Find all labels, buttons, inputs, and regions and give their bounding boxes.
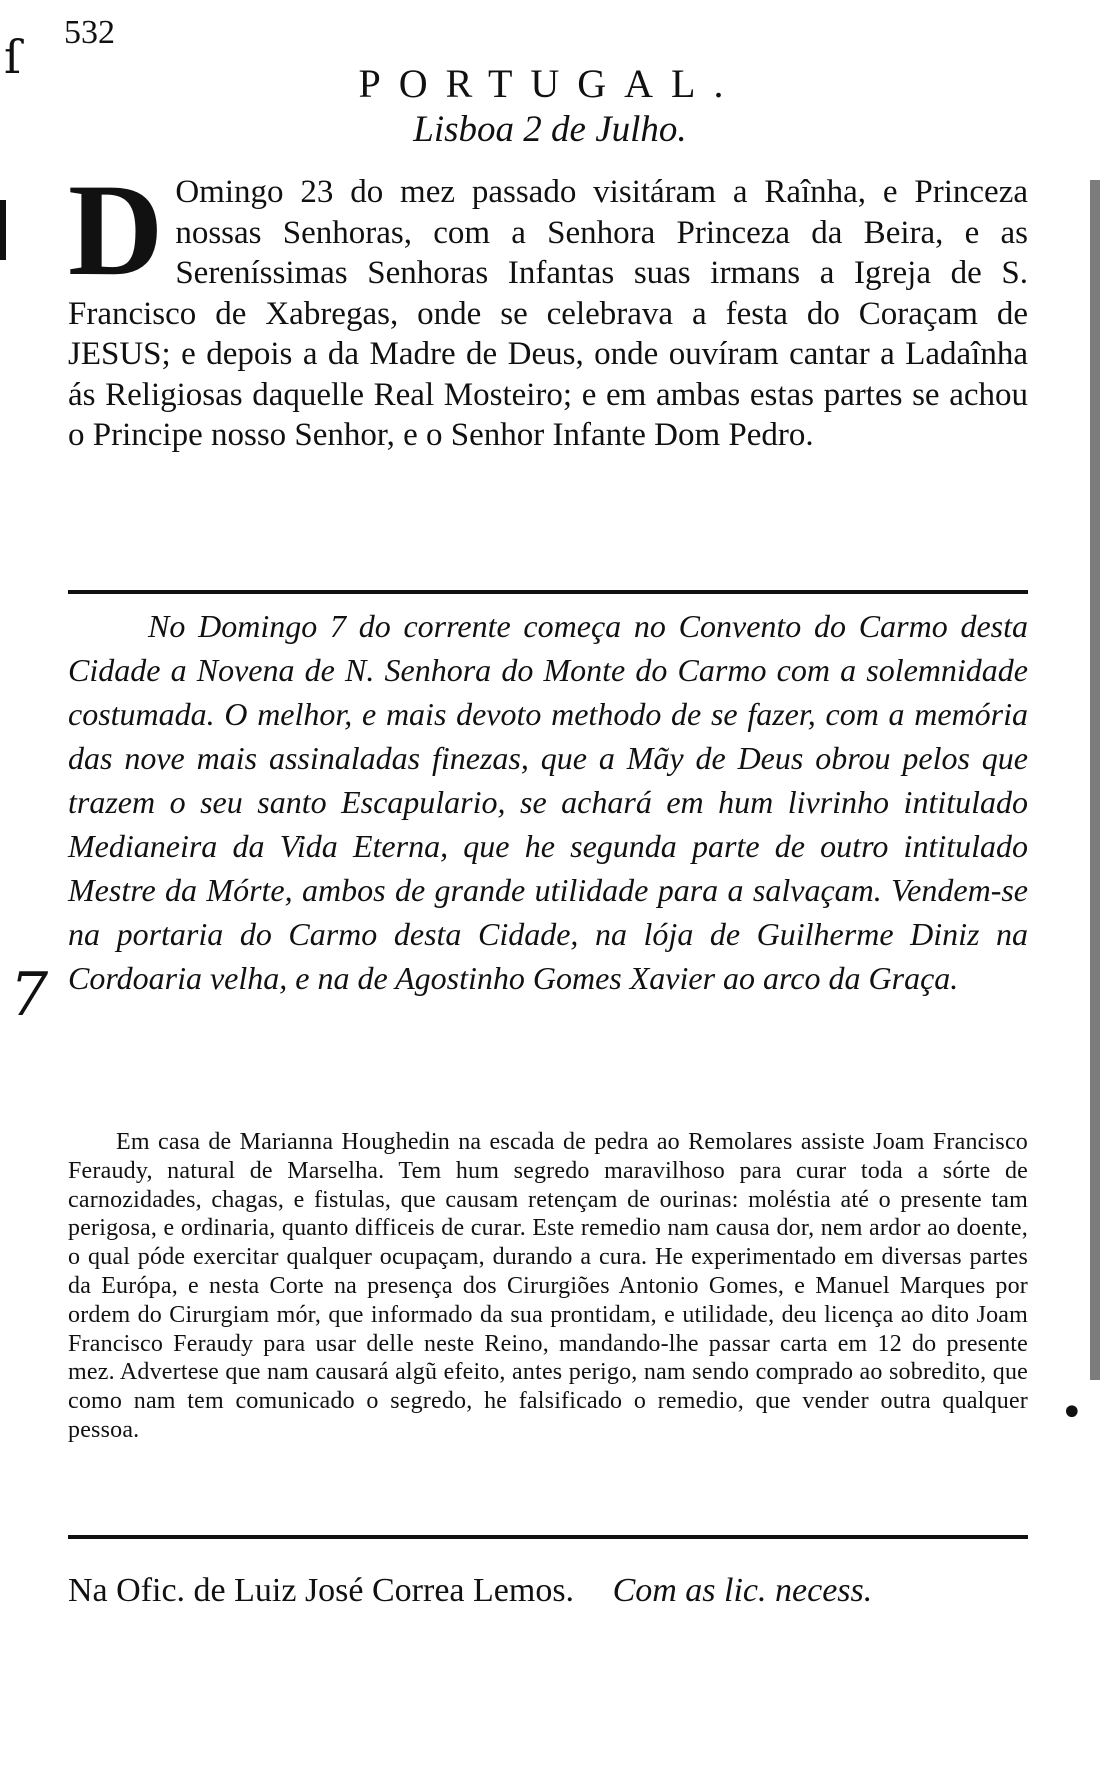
notice-novena: No Domingo 7 do corrente começa no Convento do Carmo desta Cidade a Novena de N. Senhora do Monte do Carmo com a solemnidade costumada. O melhor, e mais devoto methodo de se fazer, com a memória das nove mais assinaladas finezas, que a Mãy de Deus obrou pelos que trazem o seu santo Escapulario, se achará em hum livrinho intitulado Medianeira da Vida Eterna, que he segunda parte de outro intitulado Mestre da Mórte, ambos de grande utilidade para a salvaçam. Vendem-se na portaria do Carmo desta Cidade, na lója de Guilherme Diniz na Cordoaria velha, e na de Agostinho Gomes Xavier ao arco da Graça. <box>68 608 1028 996</box>
margin-handwritten-mark: 7 <box>10 960 49 1030</box>
article-royal-visit-text: Omingo 23 do mez passado visitáram a Raînha, e Princeza nossas Senhoras, com a Senhora Princeza da Beira, e as Sereníssimas Senhoras Infantas suas irmans a Igreja de S. Francisco de Xabregas, onde se celebrava a festa do Coraçam de JESUS; e depois a da Madre de Deus, onde ouvíram cantar a Ladaînha ás Religiosas daquelle Real Mosteiro; e em ambas estas partes se achou o Principe nosso Senhor, e o Senhor Infante Dom Pedro. <box>68 174 1028 453</box>
imprint-license: Com as lic. necess. <box>612 1572 873 1609</box>
footer-rule <box>68 1535 1028 1539</box>
drop-cap: D <box>68 156 164 303</box>
page-heading: PORTUGAL. <box>358 61 742 106</box>
section-rule <box>68 590 1028 594</box>
page-number: 532 <box>64 14 115 51</box>
imprint-printer: Na Ofic. de Luiz José Correa Lemos. <box>68 1572 575 1609</box>
imprint-line <box>68 1572 1028 1610</box>
margin-bracket-mark: ſ <box>4 30 22 84</box>
dateline: Lisboa 2 de Julho. <box>413 109 687 150</box>
article-royal-visit <box>68 156 1028 456</box>
notice-remedy-advertisement: Em casa de Marianna Houghedin na escada de pedra ao Remolares assiste Joam Francisco Feraudy, natural de Marselha. Tem hum segredo maravilhoso para curar toda a sórte de carnozidades, chagas, e fistulas, que causam retençam de ourinas: moléstia até o presente tam perigosa, e ordinaria, quanto difficeis de curar. Este remedio nam causa dor, nem ardor ao doente, o qual póde exercitar qualquer ocupaçam, durando a cura. He experimentado em diversas partes da Európa, e nesta Corte na presença dos Cirurgiões Antonio Gomes, e Manuel Marques por ordem do Cirurgiam mór, que informado da sua prontidam, e utilidade, deu licença ao dito Joam Francisco Feraudy para usar delle neste Reino, mandando-lhe passar carta em 12 do presente mez. Advertese que nam causará algũ efeito, antes perigo, nam sendo comprado ao sobredito, que como nam tem comunicado o segredo, he falsificado o remedio, que vender outra qualquer pessoa. <box>68 1129 1028 1443</box>
margin-ink-dot: • <box>1060 1390 1084 1436</box>
scan-edge-shadow-left <box>0 200 6 260</box>
scan-edge-shadow-right <box>1090 180 1100 1380</box>
